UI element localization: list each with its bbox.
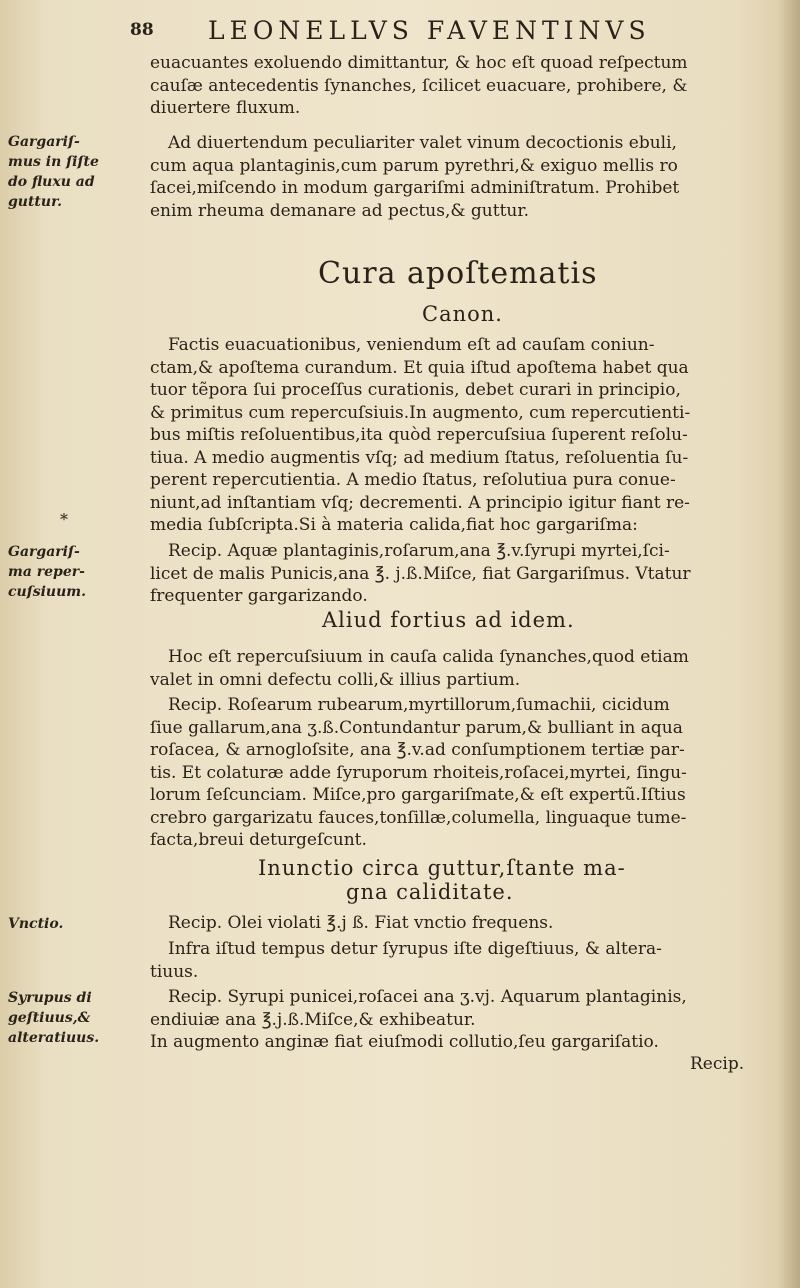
heading-line: Inunctio circa guttur,ſtante ma- xyxy=(258,856,626,880)
margin-note-line: Gargariſ- xyxy=(8,544,80,560)
section-heading xyxy=(258,856,626,904)
text-line: tiua. A medio augmentis vſq; ad medium ſtatus, reſoluentia ſu- xyxy=(150,447,689,468)
text-line: Hoc eſt repercuſsiuum in cauſa calida ſynanches,quod etiam xyxy=(168,647,689,667)
text-line: tuor tẽpora ſui proceſſus curationis, debet curari in principio, xyxy=(150,380,681,400)
text-line: Recip. Syrupi punicei,roſacei ana ʒ.vj. Aquarum plantaginis, xyxy=(168,987,687,1007)
text-block-3 xyxy=(150,334,770,537)
text-line: enim rheuma demanare ad pectus,& guttur. xyxy=(150,200,530,221)
text-line: licet de malis Punicis,ana ℥. j.ß.Miſce, fiat Gargariſmus. Vtatur xyxy=(150,563,691,584)
text-line: media ſubſcripta.Si à materia calida,fiat hoc gargariſma: xyxy=(150,515,638,535)
margin-note-gargarism-2 xyxy=(8,542,148,602)
margin-note-line: alteratiuus. xyxy=(8,1030,100,1046)
margin-note-line: geſtiuus,& xyxy=(8,1010,91,1026)
text-line: ſiue gallarum,ana ʒ.ß.Contundantur parum,& bulliant in aqua xyxy=(150,717,683,738)
running-title: LEONELLVS FAVENTINVS xyxy=(208,16,651,45)
text-line: bus miſtis reſoluentibus,ita quòd repercuſsiua ſuperent reſolu- xyxy=(150,425,688,445)
text-line: lorum ſeſcunciam. Miſce,pro gargariſmate,& eſt expertũ.Iſtius xyxy=(150,785,686,805)
text-line: cum aqua plantaginis,cum parum pyrethri,& exiguo mellis ro xyxy=(150,155,678,176)
text-line: euacuantes exoluendo dimittantur, & hoc eſt quoad reſpectum xyxy=(150,53,688,73)
text-line: Recip. Olei violati ℥.j ß. Fiat vnctio frequens. xyxy=(168,913,554,933)
heading-line: gna caliditate. xyxy=(346,880,514,904)
text-block-9 xyxy=(150,986,770,1054)
text-block-6 xyxy=(150,694,770,852)
text-line: tiuus. xyxy=(150,961,199,982)
text-line: Recip. Roſearum rubearum,myrtillorum,ſumachii, cicidum xyxy=(168,695,670,715)
text-block-5 xyxy=(150,646,770,691)
text-line: Ad diuertendum peculiariter valet vinum decoctionis ebuli, xyxy=(168,133,677,153)
text-line: tis. Et colaturæ adde ſyruporum rhoiteis,roſacei,myrtei, ſingu- xyxy=(150,762,687,783)
margin-note-line: Vnctio. xyxy=(8,916,64,932)
page-gutter-shadow xyxy=(778,0,800,1288)
margin-note-gargarism-1 xyxy=(8,132,148,212)
text-line: Infra iſtud tempus detur ſyrupus iſte digeſtiuus, & altera- xyxy=(168,939,662,959)
margin-note-line: cuſsiuum. xyxy=(8,584,86,600)
stray-mark: * xyxy=(60,510,68,529)
text-line: perent repercutientia. A medio ſtatus, reſolutiua pura conue- xyxy=(150,470,676,490)
text-block-8 xyxy=(150,938,770,983)
text-line: endiuiæ ana ℥.j.ß.Miſce,& exhibeatur. xyxy=(150,1009,476,1030)
text-block-2 xyxy=(150,132,770,222)
page-number: 88 xyxy=(130,20,154,40)
margin-note-line: Syrupus di xyxy=(8,990,92,1006)
margin-note-unction xyxy=(8,914,148,934)
text-line: Factis euacuationibus, veniendum eſt ad cauſam coniun- xyxy=(168,335,655,355)
text-line: niunt,ad inſtantiam vſq; decrementi. A principio igitur fiant re- xyxy=(150,492,690,513)
margin-note-line: ma reper- xyxy=(8,564,85,580)
text-line: crebro gargarizatu fauces,tonſillæ,columella, linguaque tume- xyxy=(150,807,687,828)
margin-note-syrup xyxy=(8,988,148,1048)
text-line: cauſæ antecedentis ſynanches, ſcilicet euacuare, prohibere, & xyxy=(150,75,688,96)
text-line: In augmento anginæ fiat eiuſmodi collutio,ſeu gargariſatio. xyxy=(150,1032,659,1052)
text-line: ſacei,miſcendo in modum gargariſmi adminiſtratum. Prohibet xyxy=(150,178,680,198)
section-heading: Cura apoſtematis xyxy=(318,256,598,291)
text-block-1 xyxy=(150,52,770,120)
text-block-4 xyxy=(150,540,770,608)
section-heading: Aliud fortius ad idem. xyxy=(322,608,575,632)
text-line: valet in omni defectu colli,& illius partium. xyxy=(150,669,521,690)
catchword: Recip. xyxy=(690,1054,745,1074)
margin-note-line: Gargariſ- xyxy=(8,134,80,150)
text-line: frequenter gargarizando. xyxy=(150,586,368,606)
margin-note-line: mus in ſiſte xyxy=(8,154,99,170)
text-line: ctam,& apoſtema curandum. Et quia iſtud apoſtema habet qua xyxy=(150,357,689,378)
text-line: & primitus cum repercuſsiuis.In augmento, cum repercutienti- xyxy=(150,402,691,423)
margin-note-line: do fluxu ad xyxy=(8,174,95,190)
section-subheading: Canon. xyxy=(422,302,503,326)
text-block-7 xyxy=(150,912,770,935)
text-line: facta,breui deturgeſcunt. xyxy=(150,830,367,850)
text-line: Recip. Aquæ plantaginis,roſarum,ana ℥.v.ſyrupi myrtei,ſci- xyxy=(168,541,670,561)
page-header xyxy=(130,14,750,54)
text-line: roſacea, & arnogloſsite, ana ℥.v.ad conſumptionem tertiæ par- xyxy=(150,740,685,760)
text-line: diuertere fluxum. xyxy=(150,98,301,118)
margin-note-line: guttur. xyxy=(8,194,63,210)
